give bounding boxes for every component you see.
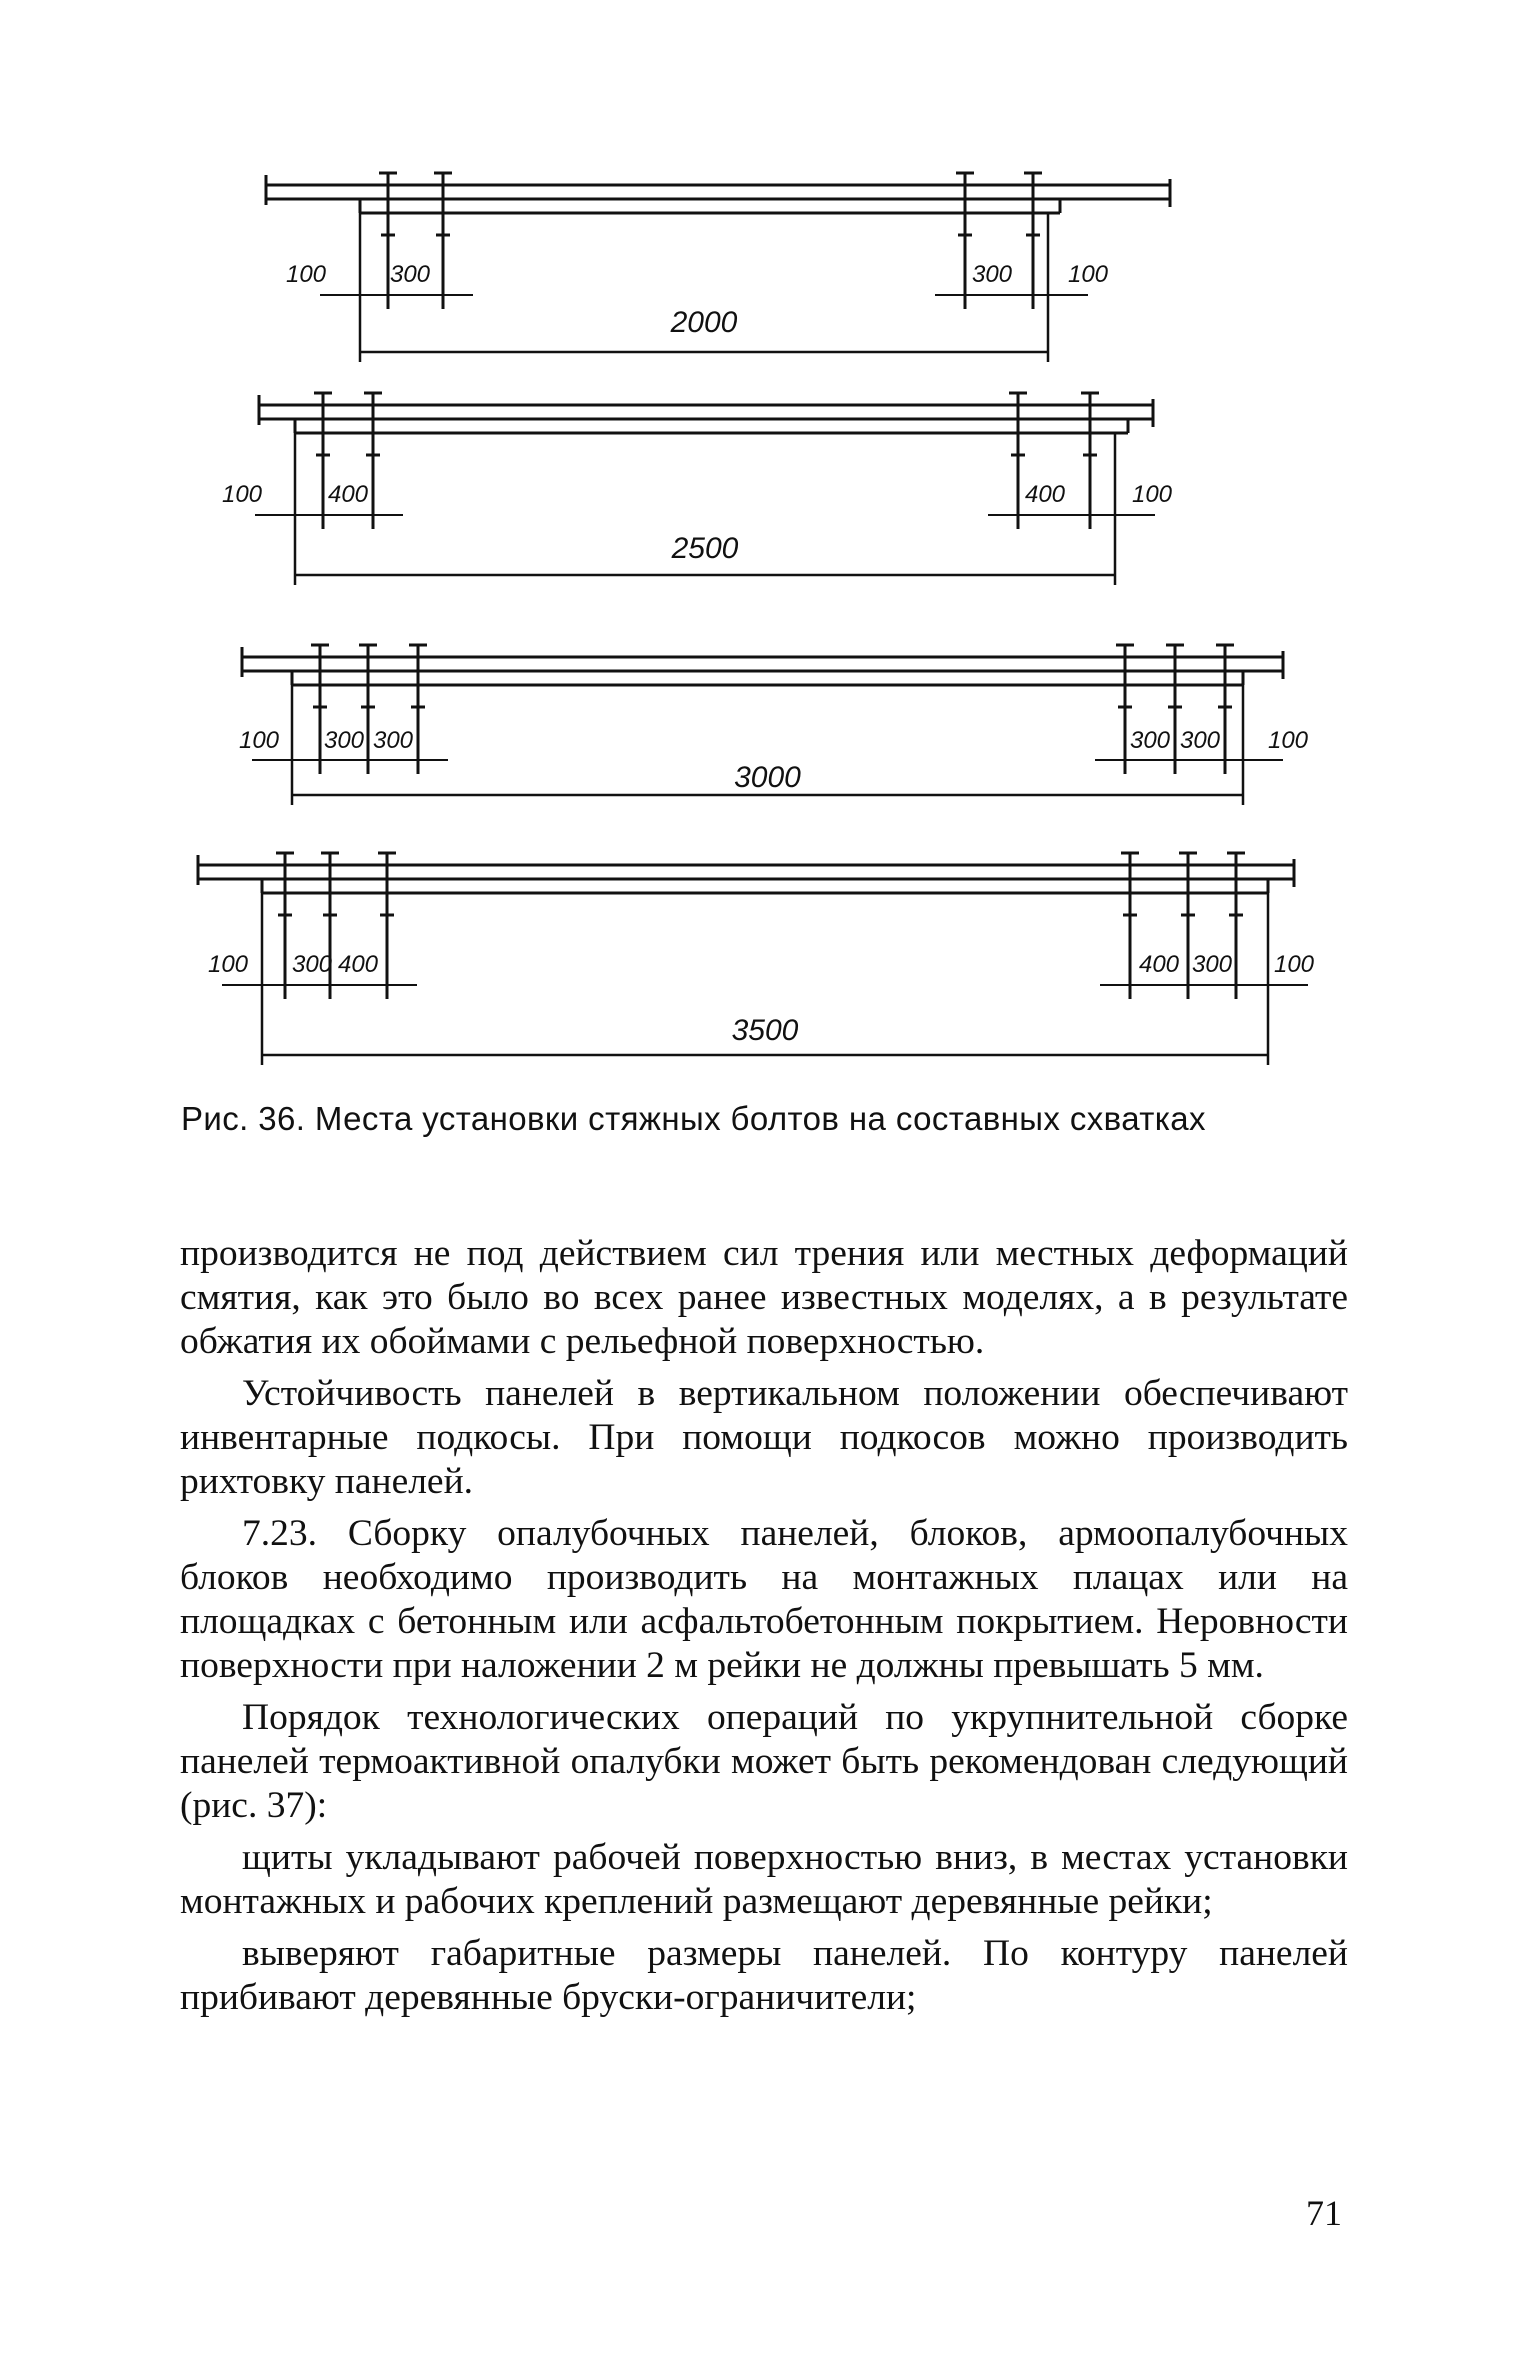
panel-2000-right-dim-1: 100 [1067, 261, 1109, 288]
panel-2000-right-dim-0: 300 [971, 261, 1013, 288]
panel-2000-left-dim-1: 300 [389, 261, 431, 288]
panel-3000-right-dim-0: 300 [1129, 727, 1171, 754]
panel-3000-left-dim-1: 300 [323, 727, 365, 754]
paragraph-6: выверяют габаритные размеры панелей. По контуру панелей прибивают деревянные бруски-ограничители; [180, 1933, 1348, 2018]
panel-2500-left-dim-1: 400 [327, 481, 369, 508]
paragraph-5: щиты укладывают рабочей поверхностью вниз, в местах установки монтажных и рабочих креплений размещают деревянные рейки; [180, 1837, 1348, 1922]
panel-2500-left-dim-0: 100 [221, 481, 263, 508]
panel-3000-total-label: 3000 [734, 761, 801, 794]
figure-caption: Рис. 36. Места установки стяжных болтов на составных схватках [181, 1100, 1206, 1137]
paragraph-3: 7.23. Сборку опалубочных панелей, блоков, армоопалубочных блоков необходимо производить на монтажных плацах или на площадках с бетонным или асфальтобетонным покрытием. Неровности поверхности при наложении 2 м рейки не должны превышать 5 мм. [180, 1513, 1348, 1686]
bolt-placement-diagram [0, 0, 1535, 1090]
panel-3000-left-dim-0: 100 [238, 727, 280, 754]
paragraph-1: производится не под действием сил трения или местных деформаций смятия, как это было во всех ранее известных моделях, а в результате обжатия их обоймами с рельефной поверхностью. [180, 1233, 1348, 1362]
panel-3500-right-dim-0: 400 [1138, 951, 1180, 978]
body-text [180, 1232, 1348, 2028]
panel-2500-right-dim-0: 400 [1024, 481, 1066, 508]
figure-36 [0, 0, 1535, 1090]
panel-3500-left-dim-2: 400 [337, 951, 379, 978]
panel-3000-left-dim-2: 300 [372, 727, 414, 754]
page-number: 71 [1306, 2193, 1342, 2233]
panel-3000-right-dim-1: 300 [1179, 727, 1221, 754]
panel-3000-right-dim-2: 100 [1267, 727, 1309, 754]
panel-2500-total-label: 2500 [671, 532, 739, 565]
panel-2000-total-label: 2000 [670, 306, 738, 339]
paragraph-4: Порядок технологических операций по укрупнительной сборке панелей термоактивной опалубки может быть рекомендован следующий (рис. 37): [180, 1697, 1348, 1826]
panel-3500-left-dim-0: 100 [207, 951, 249, 978]
panel-3500-left-dim-1: 300 [291, 951, 333, 978]
paragraph-2: Устойчивость панелей в вертикальном положении обеспечивают инвентарные подкосы. При помощи подкосов можно производить рихтовку панелей. [180, 1373, 1348, 1502]
panel-2500-right-dim-1: 100 [1131, 481, 1173, 508]
panel-2000-left-dim-0: 100 [285, 261, 327, 288]
panel-3500-right-dim-1: 300 [1191, 951, 1233, 978]
panel-3500-total-label: 3500 [731, 1014, 799, 1047]
panel-3500-right-dim-2: 100 [1273, 951, 1315, 978]
